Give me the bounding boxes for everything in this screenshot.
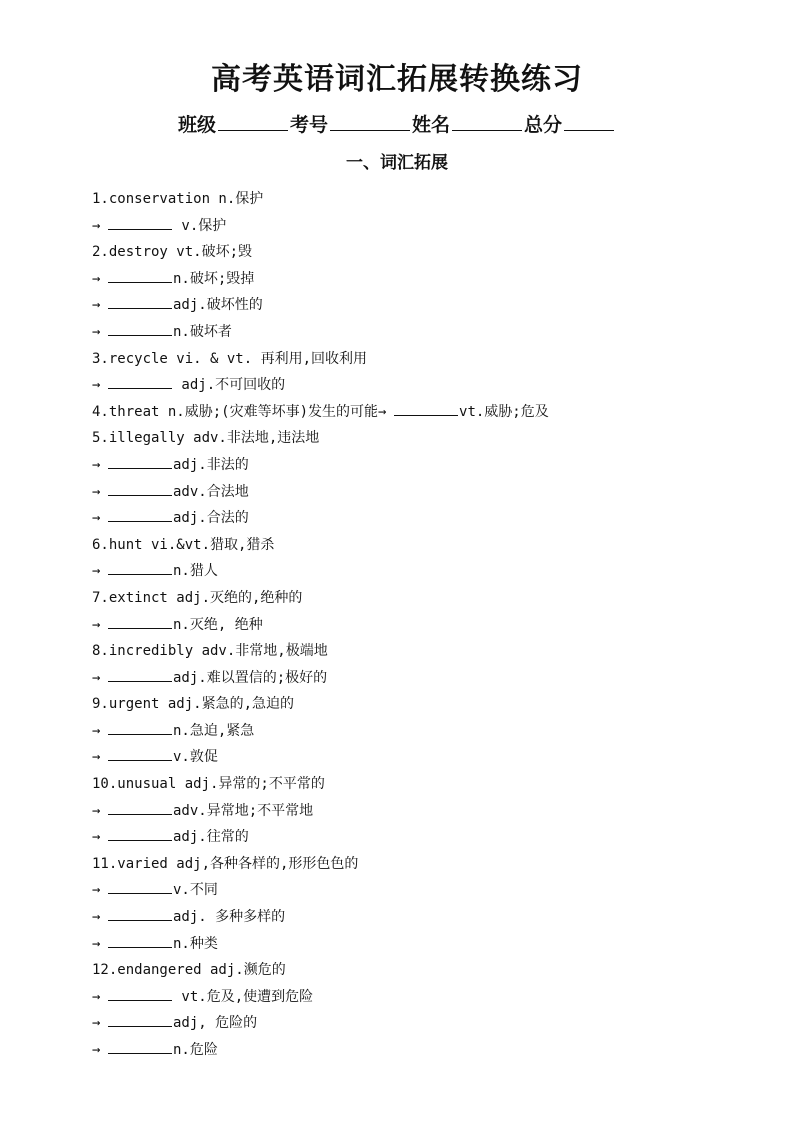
arrow-icon: → bbox=[92, 270, 101, 287]
arrow-icon: → bbox=[92, 323, 101, 340]
derivative-blank-line bbox=[92, 904, 752, 931]
answer-blank[interactable] bbox=[108, 667, 172, 682]
answer-blank[interactable] bbox=[108, 1012, 172, 1027]
name-label: 姓名 bbox=[412, 114, 451, 136]
derivative-hint-text: adj.非法的 bbox=[173, 456, 249, 473]
derivative-blank-line bbox=[92, 266, 752, 293]
derivative-hint-text: adv.合法地 bbox=[173, 483, 249, 500]
derivative-blank-line bbox=[92, 931, 752, 958]
derivative-blank-line bbox=[92, 505, 752, 532]
arrow-icon: → bbox=[92, 510, 101, 527]
word-prompt-text: 1.conservation n.保护 bbox=[92, 191, 264, 207]
answer-blank[interactable] bbox=[108, 268, 172, 283]
class-blank[interactable] bbox=[218, 110, 288, 131]
derivative-hint-text: n.灭绝, 绝种 bbox=[173, 616, 263, 633]
derivative-blank-line bbox=[92, 319, 752, 346]
answer-blank[interactable] bbox=[108, 800, 172, 815]
arrow-icon: → bbox=[92, 377, 101, 394]
student-info-row bbox=[0, 110, 794, 139]
arrow-icon: → bbox=[92, 1015, 101, 1032]
answer-blank[interactable] bbox=[108, 321, 172, 336]
derivative-hint-text: n.破坏者 bbox=[173, 323, 232, 340]
derivative-blank-line bbox=[92, 798, 752, 825]
arrow-icon: → bbox=[92, 217, 101, 234]
word-prompt-text: 5.illegally adv.非法地,违法地 bbox=[92, 430, 320, 447]
word-prompt-text: 11.varied adj,各种各样的,形形色色的 bbox=[92, 855, 359, 872]
derivative-hint-text: adj. 多种多样的 bbox=[173, 909, 286, 926]
word-prompt-line bbox=[92, 346, 752, 373]
derivative-hint-text: vt.威胁;危及 bbox=[459, 403, 549, 420]
answer-blank[interactable] bbox=[108, 879, 172, 894]
derivative-blank-line bbox=[92, 984, 752, 1011]
arrow-icon: → bbox=[92, 722, 101, 739]
derivative-hint-text: n.猎人 bbox=[173, 563, 218, 580]
answer-blank[interactable] bbox=[108, 746, 172, 761]
answer-blank[interactable] bbox=[108, 507, 172, 522]
arrow-icon: → bbox=[92, 935, 101, 952]
answer-blank[interactable] bbox=[108, 454, 172, 469]
derivative-hint-text: v.保护 bbox=[173, 217, 227, 234]
derivative-blank-line bbox=[92, 479, 752, 506]
score-label: 总分 bbox=[524, 114, 563, 136]
answer-blank[interactable] bbox=[108, 933, 172, 948]
arrow-icon: → bbox=[92, 456, 101, 473]
word-prompt-line bbox=[92, 851, 752, 878]
exam-no-label: 考号 bbox=[289, 114, 328, 136]
score-blank[interactable] bbox=[564, 110, 614, 131]
derivative-hint-text: v.敦促 bbox=[173, 749, 218, 766]
derivative-hint-text: adj.合法的 bbox=[173, 510, 249, 527]
derivative-hint-text: n.种类 bbox=[173, 935, 218, 952]
derivative-blank-line bbox=[92, 292, 752, 319]
answer-blank[interactable] bbox=[108, 614, 172, 629]
arrow-icon: → bbox=[92, 988, 101, 1005]
word-prompt-text: 6.hunt vi.&vt.猎取,猎杀 bbox=[92, 536, 275, 553]
word-prompt-text: 4.threat n.威胁;(灾难等坏事)发生的可能 bbox=[92, 403, 379, 420]
arrow-icon: → bbox=[92, 669, 101, 686]
arrow-icon: → bbox=[92, 297, 101, 314]
derivative-hint-text: vt.危及,使遭到危险 bbox=[173, 988, 314, 1005]
word-prompt-text: 10.unusual adj.异常的;不平常的 bbox=[92, 776, 325, 793]
derivative-hint-text: adj, 危险的 bbox=[173, 1015, 258, 1032]
word-prompt-line bbox=[92, 532, 752, 559]
derivative-blank-line bbox=[92, 1037, 752, 1064]
exercise-list bbox=[92, 186, 752, 1064]
answer-blank[interactable] bbox=[108, 1039, 172, 1054]
derivative-hint-text: n.破坏;毁掉 bbox=[173, 270, 255, 287]
word-prompt-line bbox=[92, 186, 752, 213]
word-prompt-text: 8.incredibly adv.非常地,极端地 bbox=[92, 643, 328, 660]
word-prompt-text: 9.urgent adj.紧急的,急迫的 bbox=[92, 696, 295, 713]
word-prompt-text: 2.destroy vt.破坏;毁 bbox=[92, 244, 253, 261]
derivative-blank-line bbox=[92, 824, 752, 851]
derivative-hint-text: adv.异常地;不平常地 bbox=[173, 802, 314, 819]
derivative-blank-line bbox=[92, 612, 752, 639]
exam-no-blank[interactable] bbox=[330, 110, 410, 131]
derivative-blank-line bbox=[92, 665, 752, 692]
derivative-blank-line bbox=[92, 744, 752, 771]
word-prompt-text: 3.recycle vi. & vt. 再利用,回收利用 bbox=[92, 350, 368, 367]
word-prompt-line bbox=[92, 638, 752, 665]
arrow-icon: → bbox=[92, 909, 101, 926]
arrow-icon: → bbox=[92, 563, 101, 580]
word-prompt-line bbox=[92, 585, 752, 612]
derivative-blank-line bbox=[92, 1010, 752, 1037]
answer-blank[interactable] bbox=[108, 560, 172, 575]
word-prompt-text: 12.endangered adj.濒危的 bbox=[92, 962, 286, 979]
derivative-blank-line bbox=[92, 452, 752, 479]
answer-blank[interactable] bbox=[108, 826, 172, 841]
arrow-icon: → bbox=[92, 882, 101, 899]
section-title: 一、词汇拓展 bbox=[346, 153, 448, 173]
answer-blank[interactable] bbox=[108, 374, 172, 389]
derivative-blank-line bbox=[92, 213, 752, 240]
page-title: 高考英语词汇拓展转换练习 bbox=[211, 62, 583, 97]
arrow-icon: → bbox=[92, 483, 101, 500]
derivative-hint-text: n.危险 bbox=[173, 1042, 218, 1058]
derivative-hint-text: v.不同 bbox=[173, 882, 218, 899]
answer-blank[interactable] bbox=[108, 720, 172, 735]
answer-blank[interactable] bbox=[108, 215, 172, 230]
word-prompt-line bbox=[92, 957, 752, 984]
arrow-icon: → bbox=[92, 1042, 101, 1058]
name-blank[interactable] bbox=[452, 110, 522, 131]
derivative-hint-text: adj.往常的 bbox=[173, 829, 249, 846]
answer-blank[interactable] bbox=[108, 986, 172, 1001]
answer-blank[interactable] bbox=[108, 481, 172, 496]
arrow-icon: → bbox=[92, 749, 101, 766]
answer-blank[interactable] bbox=[394, 401, 458, 416]
derivative-blank-line bbox=[92, 372, 752, 399]
word-prompt-line bbox=[92, 399, 752, 426]
answer-blank[interactable] bbox=[108, 294, 172, 309]
arrow-icon: → bbox=[92, 802, 101, 819]
arrow-icon: → bbox=[92, 829, 101, 846]
word-prompt-line bbox=[92, 771, 752, 798]
derivative-blank-line bbox=[92, 558, 752, 585]
derivative-blank-line bbox=[92, 877, 752, 904]
class-label: 班级 bbox=[177, 114, 216, 136]
arrow-icon: → bbox=[92, 616, 101, 633]
arrow-icon: → bbox=[378, 403, 387, 420]
word-prompt-line bbox=[92, 239, 752, 266]
derivative-hint-text: adj.不可回收的 bbox=[173, 377, 286, 394]
word-prompt-line bbox=[92, 425, 752, 452]
word-prompt-text: 7.extinct adj.灭绝的,绝种的 bbox=[92, 589, 303, 606]
word-prompt-line bbox=[92, 691, 752, 718]
answer-blank[interactable] bbox=[108, 906, 172, 921]
derivative-hint-text: adj.破坏性的 bbox=[173, 297, 263, 314]
derivative-hint-text: n.急迫,紧急 bbox=[173, 722, 255, 739]
derivative-hint-text: adj.难以置信的;极好的 bbox=[173, 669, 328, 686]
derivative-blank-line bbox=[92, 718, 752, 745]
